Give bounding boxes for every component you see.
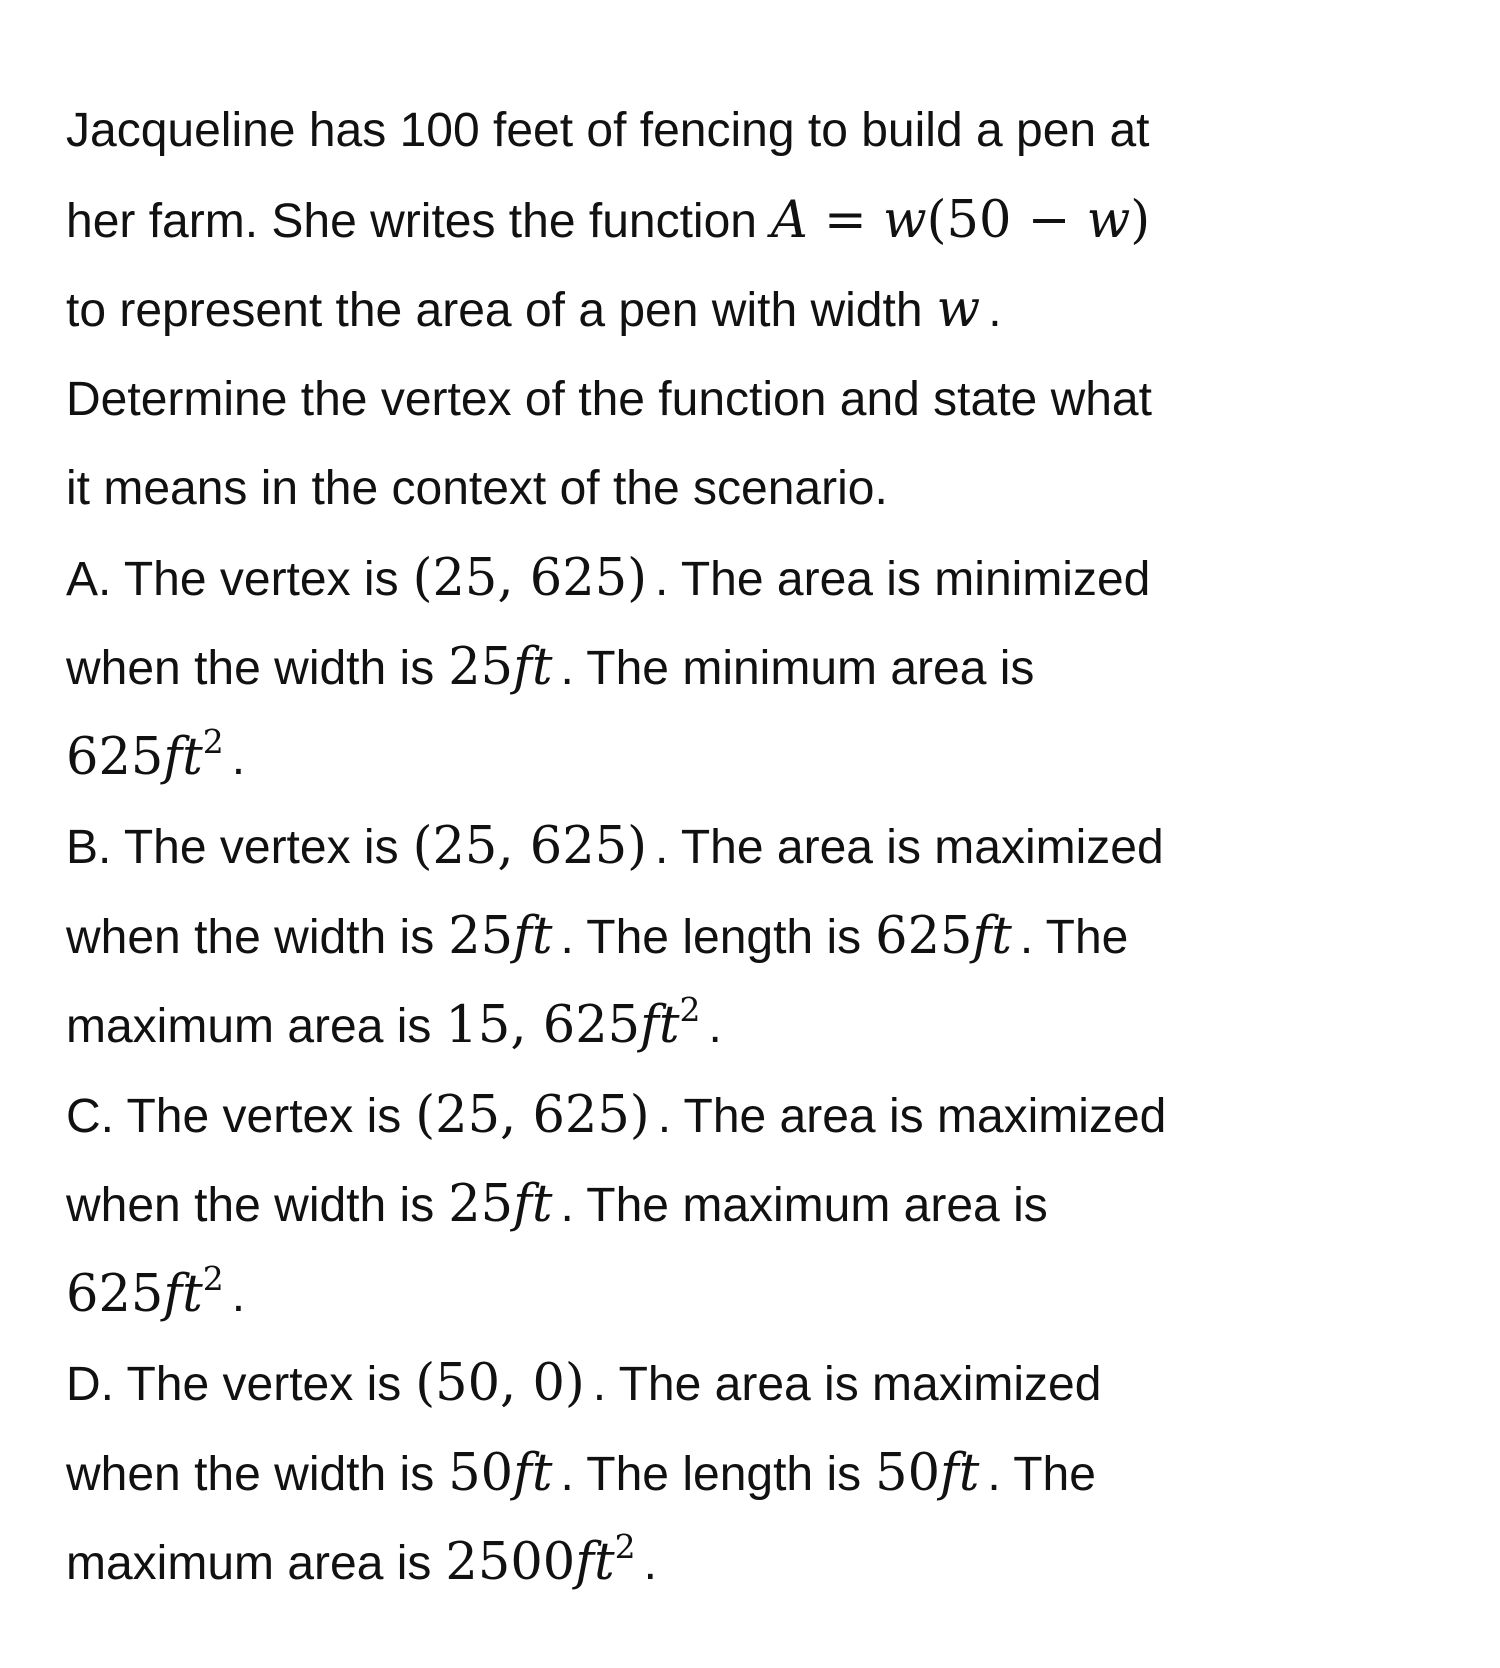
question-line-1 — [66, 86, 1466, 176]
option-c-line-2[interactable] — [66, 1160, 1466, 1250]
option-b-text: . The area is maximized — [655, 821, 1164, 874]
option-d-line-1[interactable] — [66, 1339, 1466, 1429]
question-text: to represent the area of a pen with width — [66, 284, 923, 337]
option-d-text: . The length is — [560, 1447, 862, 1501]
option-b-line-3[interactable] — [66, 981, 1466, 1071]
option-c-text: . — [231, 1268, 246, 1322]
option-b-line-2[interactable] — [66, 892, 1466, 982]
option-c-label: C. The vertex is — [66, 1089, 402, 1143]
option-a-label: A. The vertex is — [66, 552, 399, 606]
option-b-text: maximum area is — [66, 1000, 432, 1053]
option-b-label: B. The vertex is — [66, 821, 399, 874]
option-d-label: D. The vertex is — [66, 1358, 402, 1411]
option-d-area: $2500ft^2$ — [445, 1527, 636, 1592]
option-a-text: when the width is — [66, 642, 435, 695]
area-variable: A — [770, 190, 808, 250]
width-variable: w — [1086, 190, 1131, 250]
option-a-text: . — [231, 731, 246, 785]
option-b-area: 15, $625ft^2$ — [445, 990, 701, 1055]
function-formula — [771, 191, 1150, 250]
option-d-text: when the width is — [66, 1447, 435, 1501]
option-b-length: 625ft — [875, 906, 1012, 966]
option-d-line-2[interactable] — [66, 1429, 1466, 1519]
option-a-line-2[interactable] — [66, 623, 1466, 713]
option-c-width: 25ft — [448, 1175, 553, 1234]
option-c-vertex: (25, 625) — [415, 1085, 650, 1145]
question-line-2 — [66, 176, 1466, 266]
question-text: . — [988, 284, 1002, 337]
option-b-line-1[interactable] — [66, 802, 1466, 892]
question-line-5 — [66, 444, 1466, 534]
question-text: Jacqueline has 100 feet of fencing to build a pen at — [66, 104, 1150, 157]
question-text: her farm. She writes the function — [66, 194, 757, 248]
option-a-text: . The area is minimized — [655, 552, 1151, 606]
question-text: it means in the context of the scenario. — [66, 462, 888, 515]
option-b-text: . The — [1019, 910, 1129, 964]
option-a-line-1[interactable] — [66, 534, 1466, 624]
option-b-text: . — [708, 1000, 722, 1053]
option-b-text: . The length is — [560, 910, 862, 964]
option-c-text: . The area is maximized — [657, 1089, 1167, 1143]
option-c-line-3[interactable] — [66, 1250, 1466, 1340]
option-d-text: . — [643, 1537, 657, 1590]
option-a-vertex: (25, 625) — [412, 548, 648, 608]
formula-part: ) — [1130, 190, 1151, 250]
option-d-text: . The — [987, 1447, 1096, 1501]
width-variable: w — [882, 190, 927, 250]
option-d-text: maximum area is — [66, 1537, 432, 1590]
option-c-text: . The maximum area is — [560, 1179, 1048, 1232]
option-a-area: $625ft^2$ — [66, 721, 224, 787]
width-symbol: w — [936, 280, 981, 339]
option-c-text: when the width is — [66, 1179, 435, 1232]
option-d-length: 50ft — [875, 1443, 980, 1503]
option-c-area: $625ft^2$ — [66, 1258, 224, 1324]
option-d-vertex: (50, 0) — [415, 1354, 585, 1413]
option-b-width: 25ft — [448, 906, 553, 966]
option-b-text: when the width is — [66, 910, 435, 964]
question-text: Determine the vertex of the function and state what — [66, 372, 1152, 426]
option-a-width: 25ft — [448, 638, 553, 697]
option-b-vertex: (25, 625) — [412, 817, 648, 876]
option-a-line-3[interactable] — [66, 713, 1466, 803]
option-c-line-1[interactable] — [66, 1071, 1466, 1161]
option-d-width: 50ft — [448, 1443, 553, 1503]
formula-part: (50 − — [926, 190, 1087, 250]
option-a-text: . The minimum area is — [560, 642, 1035, 695]
question-line-3 — [66, 265, 1466, 355]
question-document — [66, 86, 1466, 1608]
option-d-text: . The area is maximized — [592, 1358, 1102, 1411]
option-d-line-3[interactable] — [66, 1518, 1466, 1608]
question-line-4 — [66, 355, 1466, 445]
equals-sign: = — [807, 190, 883, 250]
